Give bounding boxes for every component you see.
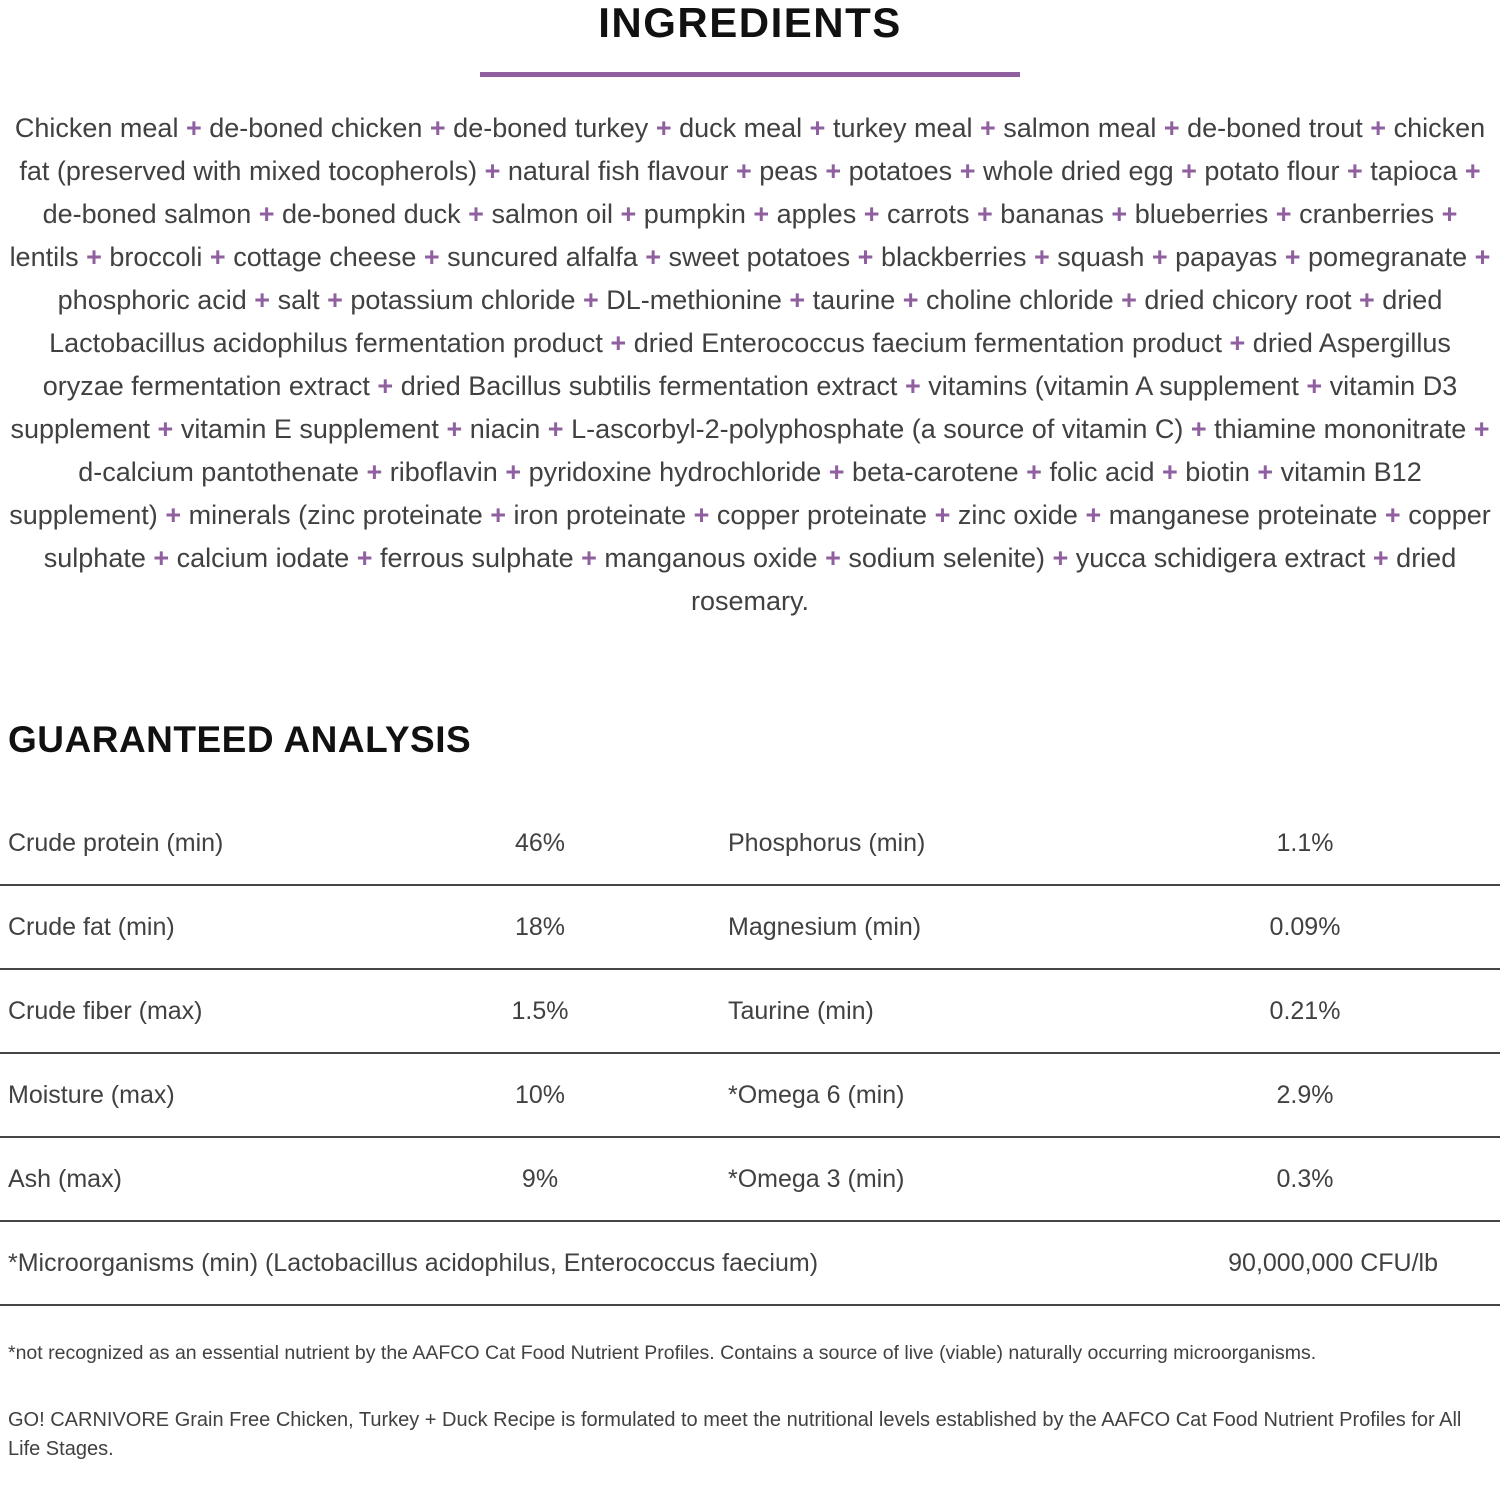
nutrient-label: Magnesium (min) — [728, 913, 922, 941]
ingredients-section-title: INGREDIENTS — [598, 0, 902, 46]
nutrient-label: Moisture (max) — [8, 1081, 175, 1109]
ingredients-text: Chicken meal + de-boned chicken + de-boned turkey + duck meal + turkey meal + salmon meal + de-boned trout + chicken fat (preserved with mixed tocopherols) + natural fish flavour + peas + potatoes + whole dried egg + potato flour + tapioca + de-boned salmon + de-boned duck + salmon oil + pumpkin + apples + carrots + bananas + blueberries + cranberries + lentils + broccoli + cottage cheese + suncured alfalfa + sweet potatoes + blackberries + squash + papayas + pomegranate + phosphoric acid + salt + potassium chloride + DL-methionine + taurine + choline chloride + dried chicory root + dried Lactobacillus acidophilus fermentation product + dried Enterococcus faecium fermentation product + dried Aspergillus oryzae fermentation extract + dried Bacillus subtilis fermentation extract + vitamins (vitamin A supplement + vitamin D3 supplement + vitamin E supplement + niacin + L-ascorbyl-2-polyphosphate (a source of vitamin C) + thiamine mononitrate + d-calcium pantothenate + riboflavin + pyridoxine hydrochloride + beta-carotene + folic acid + biotin + vitamin B12 supplement) + minerals (zinc proteinate + iron proteinate + copper proteinate + zinc oxide + manganese proteinate + copper sulphate + calcium iodate + ferrous sulphate + manganous oxide + sodium selenite) + yucca schidigera extract + dried rosemary. — [9, 113, 1491, 616]
title-underline-rule — [480, 72, 1020, 77]
analysis-row-fiber-taurine — [0, 970, 1500, 1054]
microorganisms-label: *Microorganisms (min) (Lactobacillus acidophilus, Enterococcus faecium) — [8, 1249, 819, 1277]
nutrient-label: Phosphorus (min) — [728, 829, 926, 857]
nutrient-value: 9% — [521, 1165, 559, 1193]
nutrient-label: Taurine (min) — [728, 997, 874, 1025]
nutrient-label: Crude fiber (max) — [8, 997, 203, 1025]
nutrient-value: 2.9% — [1276, 1081, 1334, 1109]
aafco-statement: GO! CARNIVORE Grain Free Chicken, Turkey + Duck Recipe is formulated to meet the nutritional levels established by the AAFCO Cat Food Nutrient Profiles for All Life Stages. — [8, 1409, 1462, 1460]
nutrient-value: 46% — [514, 829, 566, 857]
guaranteed-analysis-heading: GUARANTEED ANALYSIS — [8, 719, 472, 760]
nutrient-value: 1.5% — [511, 997, 569, 1025]
guaranteed-analysis-table — [0, 802, 1500, 1306]
nutrient-value: 0.21% — [1269, 997, 1341, 1025]
nutrient-label: *Omega 3 (min) — [728, 1165, 905, 1193]
nutrient-value: 18% — [514, 913, 566, 941]
nutrient-label: *Omega 6 (min) — [728, 1081, 905, 1109]
analysis-row-microorganisms — [0, 1222, 1500, 1306]
nutrient-value: 10% — [514, 1081, 566, 1109]
nutrient-value: 0.3% — [1276, 1165, 1334, 1193]
nutrient-label: Crude fat (min) — [8, 913, 175, 941]
analysis-row-ash-omega3 — [0, 1138, 1500, 1222]
aafco-footnote: *not recognized as an essential nutrient by the AAFCO Cat Food Nutrient Profiles. Contains a source of live (viable) naturally occurring microorganisms. — [8, 1342, 1317, 1364]
nutrient-value: 1.1% — [1276, 829, 1334, 857]
nutrient-value: 0.09% — [1269, 913, 1341, 941]
microorganisms-value: 90,000,000 CFU/lb — [1228, 1249, 1438, 1277]
nutrient-label: Crude protein (min) — [8, 829, 224, 857]
analysis-row-moisture-omega6 — [0, 1054, 1500, 1138]
analysis-row-protein-phosphorus — [0, 802, 1500, 886]
nutrient-label: Ash (max) — [8, 1165, 122, 1193]
analysis-row-fat-magnesium — [0, 886, 1500, 970]
